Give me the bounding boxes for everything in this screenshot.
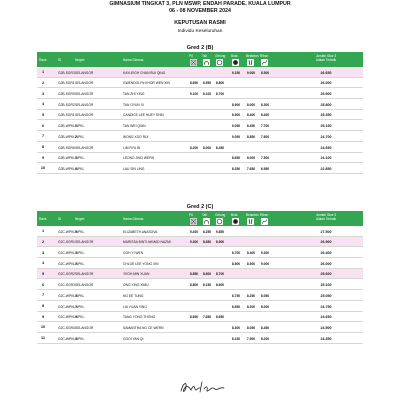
col-apparatus-header: Belantan bbox=[246, 212, 259, 217]
ball-icon bbox=[232, 218, 239, 225]
table-row bbox=[37, 99, 363, 110]
rank-cell: 4 bbox=[41, 102, 45, 107]
id-cell: G2C-SGR3 bbox=[58, 283, 75, 288]
name-cell: GWENDOLYN KHOR WEN XIN bbox=[123, 81, 170, 86]
col-apparatus-header: Gelung bbox=[215, 53, 226, 58]
state-cell: SELANGOR bbox=[75, 145, 94, 150]
id-cell: G2C-WPKL4 bbox=[58, 336, 78, 341]
total-cell: 25.100 bbox=[320, 283, 332, 288]
name-cell: YEOH MIN XUAN bbox=[123, 272, 150, 277]
score-cell: 9.100 bbox=[189, 92, 199, 97]
state-cell: WPKL bbox=[75, 261, 85, 266]
name-cell: KAYLEIGH CHAN BUI QING bbox=[123, 70, 166, 75]
table-row bbox=[37, 88, 363, 99]
table-row bbox=[37, 322, 363, 333]
score-cell: 9.050 bbox=[231, 124, 241, 129]
score-cell: 8.500 bbox=[231, 261, 241, 266]
id-cell: G2C-SGR4 bbox=[58, 325, 75, 330]
total-cell: 25.050 bbox=[320, 293, 332, 298]
name-cell: LAI YUAN YING bbox=[123, 304, 147, 309]
score-cell: 7.700 bbox=[260, 124, 270, 129]
state-cell: WPKL bbox=[75, 166, 85, 171]
ball-icon bbox=[232, 59, 239, 66]
rank-cell: 3 bbox=[41, 250, 45, 255]
score-cell: 8.650 bbox=[189, 315, 199, 320]
name-cell: CHLOE LEE YONG XIN bbox=[123, 261, 159, 266]
id-cell: G2C-WPKL7 bbox=[58, 304, 78, 309]
state-cell: SELANGOR bbox=[75, 70, 94, 75]
total-cell: 25.800 bbox=[320, 102, 332, 107]
event-dates: 06 - 08 NOVEMBER 2024 bbox=[169, 8, 231, 14]
score-cell: 8.650 bbox=[215, 315, 225, 320]
id-cell: G2C-SGR1 bbox=[58, 240, 75, 245]
score-cell: 8.400 bbox=[246, 113, 256, 118]
name-cell: TAN WEI QIAN bbox=[123, 124, 146, 129]
rank-cell: 5 bbox=[41, 272, 45, 277]
state-cell: WPKL bbox=[75, 336, 85, 341]
state-cell: SELANGOR bbox=[75, 102, 94, 107]
table-row bbox=[37, 67, 363, 78]
score-cell: 8.850 bbox=[246, 134, 256, 139]
score-cell: 9.850 bbox=[215, 229, 225, 234]
name-cell: ONG YING XIMU bbox=[123, 283, 149, 288]
rope-icon bbox=[203, 59, 210, 66]
clubs-icon bbox=[247, 218, 254, 225]
state-cell: SELANGOR bbox=[75, 113, 94, 118]
table-row bbox=[37, 142, 363, 153]
score-cell: 8.200 bbox=[260, 336, 270, 341]
id-cell: G2B-SGR1 bbox=[58, 113, 75, 118]
score-cell: 8.500 bbox=[260, 70, 270, 75]
state-cell: SELANGOR bbox=[75, 272, 94, 277]
score-cell: 9.050 bbox=[231, 134, 241, 139]
id-cell: G2B-WPKL1 bbox=[58, 124, 77, 129]
rank-cell: 8 bbox=[41, 304, 45, 309]
id-cell: G2B-SGR3 bbox=[58, 70, 75, 75]
signature bbox=[178, 378, 226, 396]
name-cell: CANDICE LEE HUEY SHIN bbox=[123, 113, 164, 118]
score-cell: 7.600 bbox=[260, 134, 270, 139]
table-row bbox=[37, 258, 363, 269]
col-total-header: Jumlah Skor 3 Alatan Terbaik bbox=[315, 213, 337, 221]
table-row bbox=[37, 301, 363, 312]
id-cell: G2B-WPKL2 bbox=[58, 134, 77, 139]
rank-cell: 5 bbox=[41, 113, 45, 118]
name-cell: NG EE TUNG bbox=[123, 293, 144, 298]
clubs-icon bbox=[247, 59, 254, 66]
score-cell: 8.900 bbox=[231, 102, 241, 107]
score-cell: 8.500 bbox=[246, 261, 256, 266]
rank-cell: 2 bbox=[41, 80, 45, 85]
hoop-icon bbox=[216, 59, 223, 66]
state-cell: WPKL bbox=[75, 134, 85, 139]
total-cell: 26.000 bbox=[320, 261, 332, 266]
score-cell: 8.250 bbox=[231, 166, 241, 171]
score-cell: 8.900 bbox=[215, 240, 225, 245]
section-title: Gred 2 (B) bbox=[186, 45, 214, 51]
score-cell: 8.150 bbox=[202, 283, 212, 288]
id-cell: G2B-SGR1 bbox=[58, 81, 75, 86]
id-cell: G2B-SGR6 bbox=[58, 145, 75, 150]
score-cell: 8.500 bbox=[231, 113, 241, 118]
name-cell: ELIZABETH ANASOVA bbox=[123, 229, 158, 234]
name-cell: SAMANTHA NG CE WERN bbox=[123, 325, 164, 330]
total-cell: 24.750 bbox=[320, 304, 332, 309]
state-cell: SELANGOR bbox=[75, 283, 94, 288]
score-cell: 7.650 bbox=[246, 166, 256, 171]
score-cell: 8.800 bbox=[189, 283, 199, 288]
name-cell: TAN ZHI YING bbox=[123, 92, 145, 97]
score-cell: 8.300 bbox=[260, 102, 270, 107]
score-cell: 8.200 bbox=[246, 304, 256, 309]
rank-cell: 2 bbox=[41, 239, 45, 244]
score-cell: 8.000 bbox=[246, 156, 256, 161]
score-cell: 8.400 bbox=[246, 251, 256, 256]
table-row bbox=[37, 78, 363, 89]
name-cell: GOOI YAN QI bbox=[123, 336, 144, 341]
table-row bbox=[37, 333, 363, 344]
total-cell: 27.500 bbox=[320, 229, 332, 234]
state-cell: WPKL bbox=[75, 304, 85, 309]
total-cell: 26.900 bbox=[320, 240, 332, 245]
rank-cell: 7 bbox=[41, 293, 45, 298]
score-cell: 8.450 bbox=[215, 145, 225, 150]
table-row bbox=[37, 279, 363, 290]
name-cell: TANG YONG THONG bbox=[123, 315, 156, 320]
rank-cell: 6 bbox=[41, 123, 45, 128]
total-cell: 24.650 bbox=[320, 145, 332, 150]
section-gred-2c bbox=[37, 203, 363, 344]
col-apparatus-header: Bola bbox=[231, 53, 238, 58]
table-row bbox=[37, 153, 363, 164]
state-cell: WPKL bbox=[75, 293, 85, 298]
score-cell: 7.900 bbox=[246, 336, 256, 341]
score-cell: 9.400 bbox=[189, 229, 199, 234]
score-cell: 8.400 bbox=[260, 113, 270, 118]
score-cell: 9.000 bbox=[246, 70, 256, 75]
name-cell: TAN OYUN XI bbox=[123, 102, 144, 107]
score-cell: 8.700 bbox=[215, 92, 225, 97]
score-cell: 8.150 bbox=[231, 336, 241, 341]
name-cell: WONG XOO RUI bbox=[123, 134, 149, 139]
score-cell: 8.650 bbox=[202, 240, 212, 245]
total-cell: 24.100 bbox=[320, 156, 332, 161]
score-cell: 6.950 bbox=[260, 166, 270, 171]
state-cell: SELANGOR bbox=[75, 81, 94, 86]
state-cell: WPKL bbox=[75, 124, 85, 129]
id-cell: G2C-WPKL6 bbox=[58, 315, 78, 320]
col-apparatus-header: Ribon bbox=[260, 53, 269, 58]
table-row bbox=[37, 269, 363, 280]
score-cell: 8.100 bbox=[202, 92, 212, 97]
table-row bbox=[37, 237, 363, 248]
col-apparatus-header: Pit bbox=[189, 53, 193, 58]
score-cell: 8.550 bbox=[231, 304, 241, 309]
table-row bbox=[37, 110, 363, 121]
id-cell: G2B-SGR5 bbox=[58, 92, 75, 97]
results-subtitle: Individu Keseluruhan bbox=[177, 29, 223, 34]
col-apparatus-header: Gelung bbox=[215, 212, 226, 217]
id-cell: G2C-WPKL2 bbox=[58, 261, 78, 266]
results-title: KEPUTUSAN RASMI bbox=[174, 20, 226, 26]
rope-icon bbox=[203, 218, 210, 225]
total-cell: 24.350 bbox=[320, 336, 332, 341]
ribbon-icon bbox=[261, 218, 268, 225]
col-rank-header: Rank bbox=[39, 58, 47, 62]
score-cell: 8.050 bbox=[246, 325, 256, 330]
total-cell: 25.150 bbox=[320, 124, 332, 129]
col-apparatus-header: Bola bbox=[231, 212, 238, 217]
table-header-bar bbox=[37, 211, 363, 226]
rank-cell: 1 bbox=[41, 229, 45, 234]
rank-cell: 7 bbox=[41, 134, 45, 139]
score-cell: 8.250 bbox=[202, 229, 212, 234]
score-cell: 8.000 bbox=[202, 145, 212, 150]
col-state-header: Negeri bbox=[75, 217, 85, 221]
state-cell: SELANGOR bbox=[75, 92, 94, 97]
score-cell: 8.000 bbox=[246, 102, 256, 107]
score-cell: 8.200 bbox=[189, 145, 199, 150]
col-total-header: Jumlah Skor 3 Alatan Terbaik bbox=[315, 54, 337, 62]
rank-cell: 9 bbox=[41, 155, 45, 160]
col-apparatus-header: Belantan bbox=[246, 53, 259, 58]
score-cell: 7.500 bbox=[260, 156, 270, 161]
rank-cell: 10 bbox=[40, 325, 46, 330]
score-cell: 8.650 bbox=[189, 81, 199, 86]
name-cell: LEONG JING WERN bbox=[123, 156, 154, 161]
name-cell: GOH YI WEN bbox=[123, 251, 144, 256]
col-apparatus-header: Tali bbox=[202, 212, 207, 217]
rank-cell: 9 bbox=[41, 314, 45, 319]
score-cell: 9.300 bbox=[189, 240, 199, 245]
score-cell: 8.300 bbox=[231, 325, 241, 330]
id-cell: G2C-WPKL3 bbox=[58, 293, 78, 298]
total-cell: 25.600 bbox=[320, 272, 332, 277]
venue-title: GIMNASIUM TINGKAT 3, PLN MSWP, ENDAH PARADE, KUALA LUMPUR bbox=[109, 1, 291, 7]
id-cell: G2B-SGR2 bbox=[58, 102, 75, 107]
score-cell: 8.700 bbox=[231, 251, 241, 256]
state-cell: WPKL bbox=[75, 156, 85, 161]
rank-cell: 6 bbox=[41, 282, 45, 287]
total-cell: 26.650 bbox=[320, 70, 332, 75]
total-cell: 25.350 bbox=[320, 113, 332, 118]
col-name-header: Nama Gimnas bbox=[123, 58, 144, 62]
table-row bbox=[37, 247, 363, 258]
table-row bbox=[37, 163, 363, 174]
hoop-icon bbox=[216, 218, 223, 225]
col-apparatus-header: Ribon bbox=[260, 212, 269, 217]
col-rank-header: Rank bbox=[39, 217, 47, 221]
score-cell: 8.550 bbox=[202, 81, 212, 86]
score-cell: 8.600 bbox=[215, 283, 225, 288]
state-cell: WPKL bbox=[75, 315, 85, 320]
score-cell: 8.600 bbox=[202, 272, 212, 277]
score-cell: 9.150 bbox=[231, 70, 241, 75]
name-cell: LIM RYU BI bbox=[123, 145, 141, 150]
section-title: Gred 2 (C) bbox=[186, 204, 214, 210]
rank-cell: 8 bbox=[41, 145, 45, 150]
table-header-bar bbox=[37, 52, 363, 67]
state-cell: SELANGOR bbox=[75, 325, 94, 330]
col-apparatus-header: Pit bbox=[189, 212, 193, 217]
table-row bbox=[37, 290, 363, 301]
table-row bbox=[37, 131, 363, 142]
floor-icon bbox=[190, 218, 197, 225]
table-row bbox=[37, 312, 363, 323]
score-cell: 9.300 bbox=[260, 251, 270, 256]
col-apparatus-header: Tali bbox=[202, 53, 207, 58]
floor-icon bbox=[190, 59, 197, 66]
id-cell: G2B-WPKL3 bbox=[58, 156, 77, 161]
total-cell: 26.000 bbox=[320, 81, 332, 86]
col-state-header: Negeri bbox=[75, 58, 85, 62]
score-cell: 8.750 bbox=[231, 293, 241, 298]
rank-cell: 4 bbox=[41, 261, 45, 266]
ribbon-icon bbox=[261, 59, 268, 66]
score-cell: 7.650 bbox=[202, 315, 212, 320]
rank-cell: 10 bbox=[40, 166, 46, 171]
score-cell: 8.250 bbox=[246, 293, 256, 298]
score-cell: 8.050 bbox=[260, 293, 270, 298]
score-cell: 8.800 bbox=[215, 81, 225, 86]
table-row bbox=[37, 226, 363, 237]
total-cell: 24.700 bbox=[320, 134, 332, 139]
state-cell: SELANGOR bbox=[75, 240, 94, 245]
total-cell: 24.500 bbox=[320, 325, 332, 330]
score-cell: 8.450 bbox=[246, 124, 256, 129]
rank-cell: 3 bbox=[41, 91, 45, 96]
table-row bbox=[37, 120, 363, 131]
section-gred-2b bbox=[37, 44, 363, 174]
id-cell: G2C-WPKL5 bbox=[58, 229, 78, 234]
name-cell: MARISSA BINTI AHMAD NAZMI bbox=[123, 240, 171, 245]
id-cell: G2C-SGR2 bbox=[58, 272, 75, 277]
rank-cell: 1 bbox=[41, 70, 45, 75]
score-cell: 8.850 bbox=[189, 272, 199, 277]
score-cell: 9.000 bbox=[260, 261, 270, 266]
col-id-header: ID bbox=[58, 217, 62, 221]
total-cell: 25.900 bbox=[320, 92, 332, 97]
total-cell: 22.850 bbox=[320, 166, 332, 171]
name-cell: LAU SIN LING bbox=[123, 166, 145, 171]
col-id-header: ID bbox=[58, 58, 62, 62]
total-cell: 26.400 bbox=[320, 251, 332, 256]
total-cell: 24.650 bbox=[320, 315, 332, 320]
id-cell: G2B-WPKL4 bbox=[58, 166, 77, 171]
score-cell: 8.700 bbox=[215, 272, 225, 277]
score-cell: 8.000 bbox=[260, 304, 270, 309]
rank-cell: 11 bbox=[40, 336, 45, 341]
state-cell: WPKL bbox=[75, 251, 85, 256]
id-cell: G2C-WPKL1 bbox=[58, 251, 78, 256]
state-cell: WPKL bbox=[75, 229, 85, 234]
score-cell: 8.450 bbox=[260, 325, 270, 330]
score-cell: 8.650 bbox=[231, 156, 241, 161]
col-name-header: Nama Gimnas bbox=[123, 217, 144, 221]
